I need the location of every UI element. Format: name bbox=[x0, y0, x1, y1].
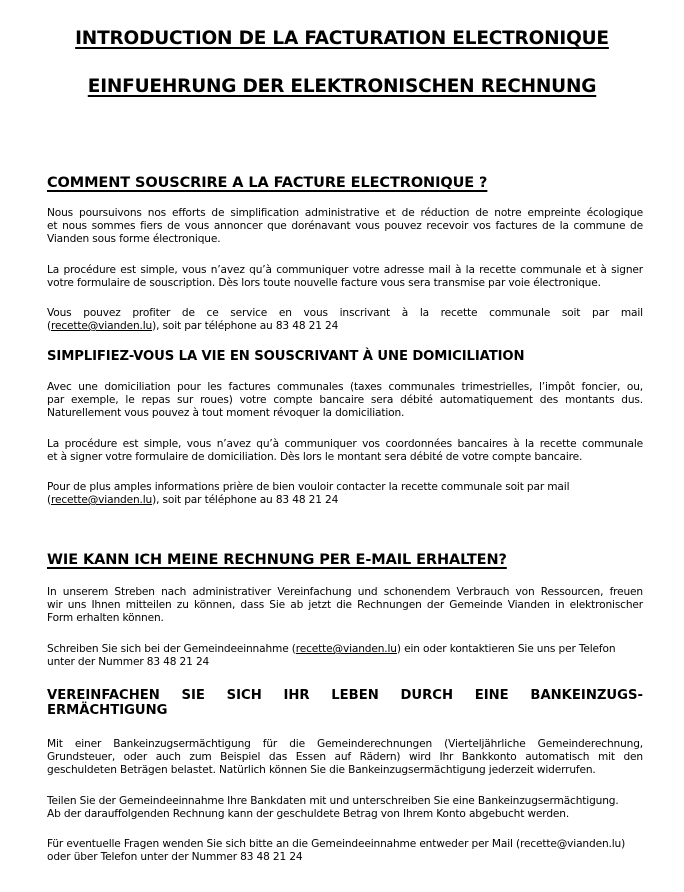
paragraph-line: et à signer votre formulaire de domiciliation. Dès lors le montant sera débité de votre compte bancaire. bbox=[47, 451, 583, 463]
title-german: EINFUEHRUNG DER ELEKTRONISCHEN RECHNUNG bbox=[87, 76, 597, 97]
paragraph-line: La procédure est simple, vous n’avez qu’à communiquer vos coordonnées bancaires à la recette communale bbox=[47, 438, 643, 450]
paragraph-line: Ab der darauffolgenden Rechnung kann der geschuldete Betrag von Ihrem Konto abgebucht werden. bbox=[47, 808, 570, 820]
paragraph-line: Form erhalten können. bbox=[47, 612, 164, 624]
title-french: INTRODUCTION DE LA FACTURATION ELECTRONIQUE bbox=[75, 28, 609, 49]
email-link-de-1[interactable]: recette@vianden.lu bbox=[295, 643, 397, 655]
paragraph-line: votre formulaire de souscription. Dès lors toute nouvelle facture vous sera transmise par voie électronique. bbox=[47, 277, 601, 289]
paragraph-line: unter der Nummer 83 48 21 24 bbox=[47, 656, 210, 668]
text: ), soit par téléphone au 83 48 21 24 bbox=[152, 494, 339, 506]
word: en bbox=[278, 307, 292, 319]
heading-de-direct-debit bbox=[47, 688, 643, 718]
paragraph-de-direct-debit bbox=[47, 738, 643, 777]
word: soit bbox=[561, 307, 581, 319]
text: ( bbox=[47, 320, 51, 332]
paragraph-line: Pour de plus amples informations prière de bien vouloir contacter la recette communale soit par mail bbox=[47, 481, 570, 493]
paragraph-line bbox=[47, 643, 643, 656]
word: DURCH bbox=[400, 688, 454, 703]
paragraph-line: Vianden sous forme électronique. bbox=[47, 233, 221, 245]
paragraph-line-justified bbox=[47, 307, 643, 320]
paragraph-line bbox=[47, 494, 643, 507]
paragraph-de-contact bbox=[47, 643, 643, 669]
word: ce bbox=[206, 307, 219, 319]
email-link-fr-1[interactable]: recette@vianden.lu bbox=[50, 320, 153, 332]
word: communale bbox=[489, 307, 551, 319]
word: BANKEINZUGS- bbox=[530, 688, 643, 703]
paragraph-fr-procedure bbox=[47, 264, 643, 290]
paragraph-de-bank-data bbox=[47, 795, 643, 821]
text: ( bbox=[47, 494, 51, 506]
word: LEBEN bbox=[331, 688, 379, 703]
heading-line: ERMÄCHTIGUNG bbox=[47, 703, 168, 718]
word: pouvez bbox=[83, 307, 121, 319]
word: SICH bbox=[226, 688, 262, 703]
paragraph-line: Nous poursuivons nos efforts de simplification administrative et de réduction de notre empreinte écologique bbox=[47, 207, 643, 219]
paragraph-fr-more-info bbox=[47, 481, 643, 507]
paragraph-fr-domiciliation bbox=[47, 381, 643, 420]
paragraph-line: Naturellement vous pouvez à tout moment révoquer la domiciliation. bbox=[47, 407, 405, 419]
word: recette bbox=[440, 307, 478, 319]
text: ), soit par téléphone au 83 48 21 24 bbox=[152, 320, 339, 332]
paragraph-de-intro bbox=[47, 586, 643, 625]
word: vous bbox=[303, 307, 328, 319]
text: ) ein oder kontaktieren Sie uns per Telefon bbox=[396, 643, 616, 655]
paragraph-de-questions bbox=[47, 838, 643, 864]
paragraph-line bbox=[47, 320, 643, 333]
paragraph-fr-contact bbox=[47, 307, 643, 333]
word: de bbox=[181, 307, 195, 319]
paragraph-line: Mit einer Bankeinzugsermächtigung für die Gemeinderechnungen (Vierteljährliche Gemeinderechnung, bbox=[47, 738, 643, 750]
email-link-fr-2[interactable]: recette@vianden.lu bbox=[50, 494, 153, 506]
heading-line bbox=[47, 688, 643, 703]
word: mail bbox=[620, 307, 643, 319]
text: Schreiben Sie sich bei der Gemeindeeinnahme ( bbox=[47, 643, 296, 655]
word: SIE bbox=[181, 688, 205, 703]
word: inscrivant bbox=[339, 307, 391, 319]
paragraph-line: oder über Telefon unter der Nummer 83 48 21 24 bbox=[47, 851, 303, 863]
paragraph-fr-intro bbox=[47, 207, 643, 246]
paragraph-line: wir uns Ihnen mitteilen zu können, dass Sie ab jetzt die Rechnungen der Gemeinde Vianden in elektronischer bbox=[47, 599, 643, 611]
word: VEREINFACHEN bbox=[47, 688, 160, 703]
word: profiter bbox=[132, 307, 171, 319]
heading-de-email-invoice: WIE KANN ICH MEINE RECHNUNG PER E-MAIL ERHALTEN? bbox=[47, 552, 507, 568]
word: par bbox=[592, 307, 610, 319]
heading-fr-domiciliation: SIMPLIFIEZ-VOUS LA VIE EN SOUSCRIVANT À UNE DOMICILIATION bbox=[47, 349, 525, 364]
paragraph-line: par exemple, le repas sur roues) votre compte bancaire sera débité automatiquement des montants dus. bbox=[47, 394, 643, 406]
paragraph-line: Teilen Sie der Gemeindeeinnahme Ihre Bankdaten mit und unterschreiben Sie eine Bankeinzugsermächtigung. bbox=[47, 795, 619, 807]
paragraph-line: In unserem Streben nach administrativer Vereinfachung und schonendem Verbrauch von Ressourcen, freuen bbox=[47, 586, 643, 598]
paragraph-line: Grundsteuer, oder auch zum Beispiel das Essen auf Rädern) wird Ihr Bankkonto automatisch mit den bbox=[47, 751, 643, 763]
word: Vous bbox=[47, 307, 72, 319]
paragraph-fr-domiciliation-procedure bbox=[47, 438, 643, 464]
paragraph-line: geschuldeten Beträgen belastet. Natürlich können Sie die Bankeinzugsermächtigung jederzeit widerrufen. bbox=[47, 764, 596, 776]
word: service bbox=[230, 307, 268, 319]
word: EINE bbox=[474, 688, 509, 703]
paragraph-line: Für eventuelle Fragen wenden Sie sich bitte an die Gemeindeeinnahme entweder per Mail (recette@vianden.lu) bbox=[47, 838, 626, 850]
word: à bbox=[401, 307, 409, 319]
paragraph-line: et nous sommes fiers de vous annoncer que dorénavant vous pouvez recevoir vos factures de la commune de bbox=[47, 220, 643, 232]
paragraph-line: La procédure est simple, vous n’avez qu’à communiquer votre adresse mail à la recette communale et à signer bbox=[47, 264, 643, 276]
word: la bbox=[419, 307, 429, 319]
word: IHR bbox=[283, 688, 310, 703]
paragraph-line: Avec une domiciliation pour les factures communales (taxes communales trimestrielles, l’impôt foncier, ou, bbox=[47, 381, 643, 393]
heading-fr-subscribe-e-invoice: COMMENT SOUSCRIRE A LA FACTURE ELECTRONIQUE ? bbox=[47, 175, 488, 191]
